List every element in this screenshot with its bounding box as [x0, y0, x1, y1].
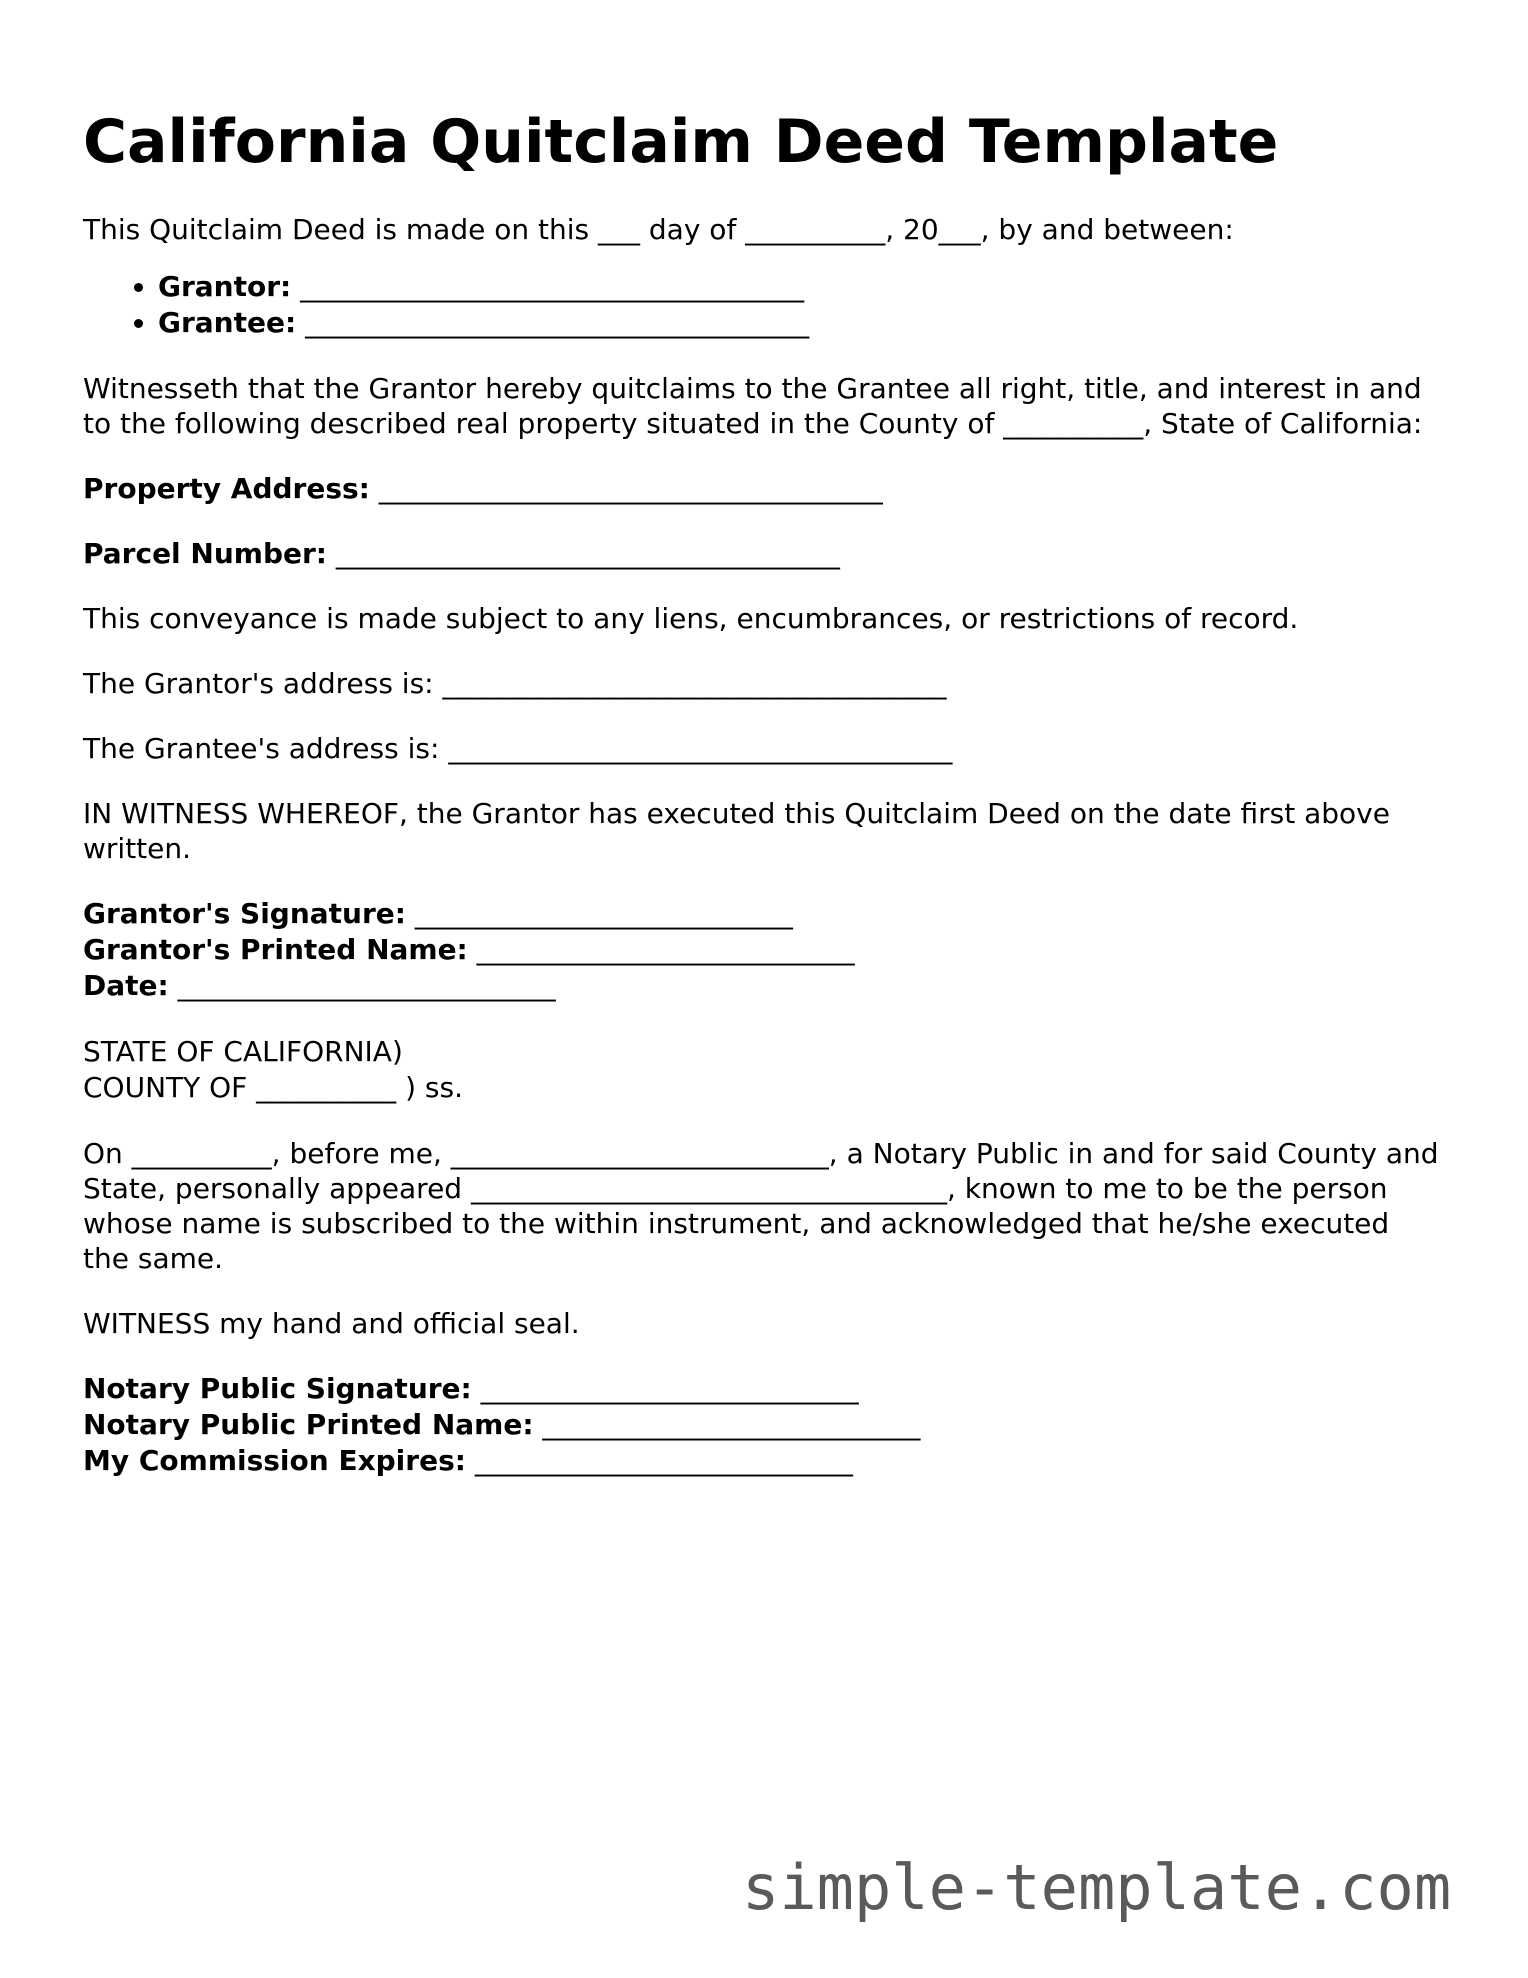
- grantee-blank: ____________________________________: [305, 306, 810, 339]
- notary-printed-name-label: Notary Public Printed Name:: [83, 1408, 534, 1441]
- document-page: [83, 100, 1443, 1479]
- grantor-printed-name-blank: ___________________________: [476, 933, 855, 966]
- grantor-printed-name-label: Grantor's Printed Name:: [83, 933, 468, 966]
- commission-expires-line: [83, 1443, 1443, 1479]
- notary-signature-label: Notary Public Signature:: [83, 1372, 472, 1405]
- notary-acknowledgment-paragraph: On __________, before me, ___________________________, a Notary Public in and for said County and State, personally appeared __________________________________, known to me to be the person whose name is subscribed to the within instrument, and acknowledged that he/she executed the same.: [83, 1137, 1439, 1275]
- venue-county-line: COUNTY OF __________ ) ss.: [83, 1071, 463, 1104]
- property-address-blank: ____________________________________: [378, 472, 883, 505]
- grantor-label: Grantor:: [158, 270, 292, 303]
- witness-seal-line: WITNESS my hand and official seal.: [83, 1307, 580, 1340]
- grantor-signature-line: [83, 896, 1443, 932]
- notary-printed-name-line: [83, 1407, 1443, 1443]
- grantor-signature-block: [83, 896, 1443, 1004]
- list-item-grantee: [158, 305, 1443, 341]
- grantee-label: Grantee:: [158, 306, 297, 339]
- grantor-blank: ____________________________________: [300, 270, 805, 303]
- notary-block: [83, 1371, 1443, 1479]
- intro-paragraph: This Quitclaim Deed is made on this ___ day of __________, 20___, by and between:: [83, 213, 1234, 246]
- document-title: California Quitclaim Deed Template: [83, 107, 1279, 177]
- property-address-label: Property Address:: [83, 472, 370, 505]
- grantor-address-line: The Grantor's address is: ____________________________________: [83, 667, 947, 700]
- commission-expires-blank: ___________________________: [474, 1444, 853, 1477]
- grantor-date-blank: ___________________________: [177, 969, 556, 1002]
- parcel-number-label: Parcel Number:: [83, 537, 327, 570]
- notary-signature-blank: ___________________________: [480, 1372, 859, 1405]
- grantee-address-line: The Grantee's address is: ____________________________________: [83, 732, 953, 765]
- in-witness-paragraph: IN WITNESS WHEREOF, the Grantor has executed this Quitclaim Deed on the date first above written.: [83, 797, 1390, 865]
- parcel-number-line: [83, 536, 1443, 571]
- grantor-printed-name-line: [83, 932, 1443, 968]
- witnesseth-paragraph: Witnesseth that the Grantor hereby quitclaims to the Grantee all right, title, and interest in and to the following described real property situated in the County of __________, State of California:: [83, 372, 1423, 440]
- grantor-signature-blank: ___________________________: [414, 897, 793, 930]
- venue-state-line: STATE OF CALIFORNIA): [83, 1035, 403, 1068]
- conveyance-paragraph: This conveyance is made subject to any liens, encumbrances, or restrictions of record.: [83, 602, 1299, 635]
- notary-printed-name-blank: ___________________________: [542, 1408, 921, 1441]
- commission-expires-label: My Commission Expires:: [83, 1444, 466, 1477]
- grantor-date-line: [83, 968, 1443, 1004]
- watermark-text: simple-template.com: [742, 1851, 1452, 1924]
- notary-signature-line: [83, 1371, 1443, 1407]
- grantor-date-label: Date:: [83, 969, 169, 1002]
- list-item-grantor: [158, 269, 1443, 305]
- parties-list: [83, 269, 1443, 341]
- property-address-line: [83, 471, 1443, 506]
- grantor-signature-label: Grantor's Signature:: [83, 897, 406, 930]
- venue-block: [83, 1034, 1443, 1106]
- parcel-number-blank: ____________________________________: [335, 537, 840, 570]
